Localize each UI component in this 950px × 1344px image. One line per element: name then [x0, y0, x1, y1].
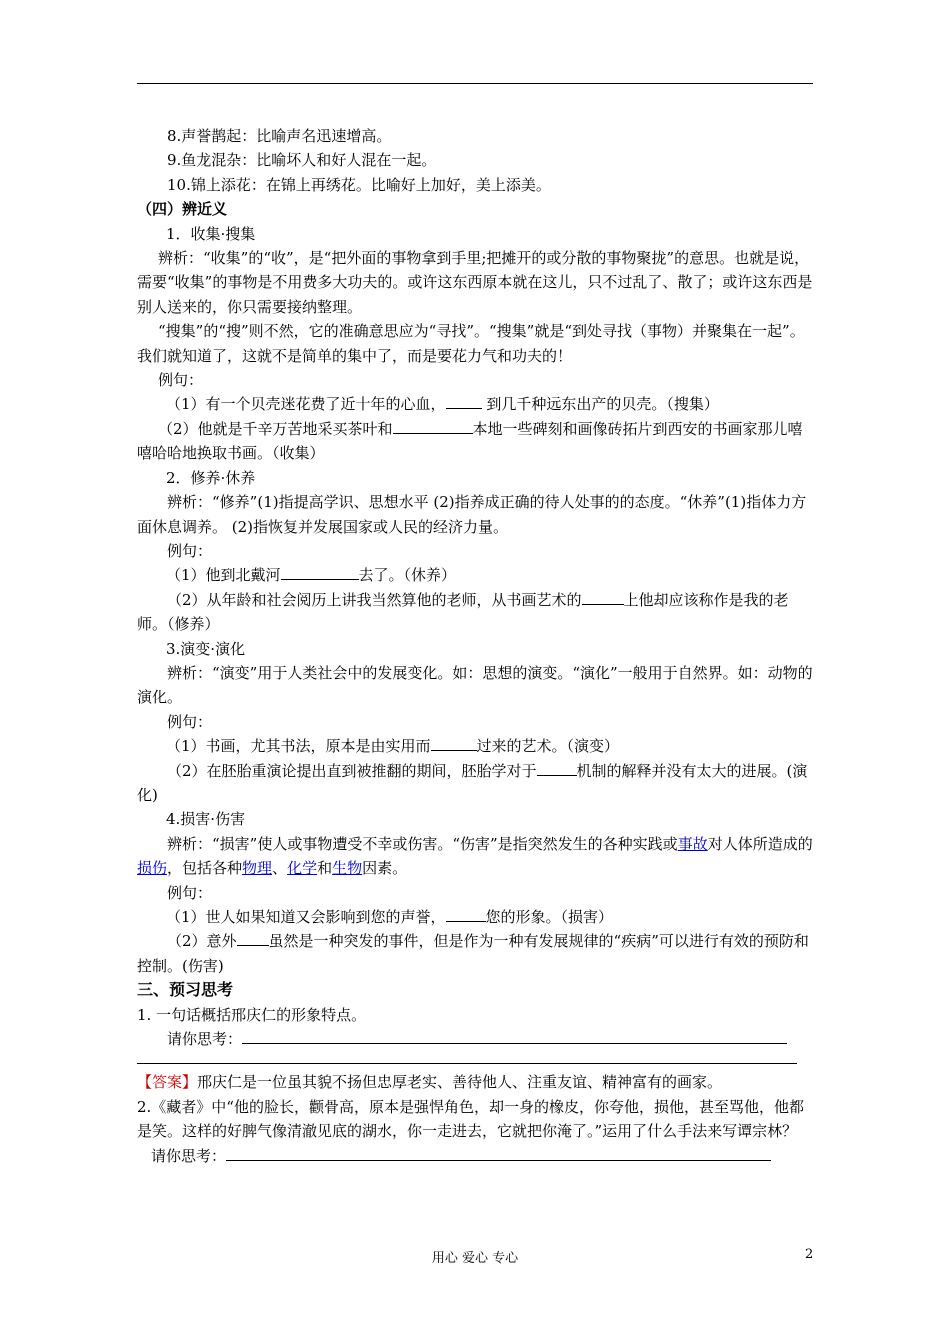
fill-blank	[431, 736, 477, 751]
fill-blank	[446, 394, 482, 409]
pair1-title: 1．收集·搜集	[166, 224, 256, 243]
fill-blank	[537, 761, 577, 776]
link-biology[interactable]: 生物	[332, 859, 363, 878]
pair3-example-1: （1）书画，尤其书法，原本是由实用而 过来的艺术。（演变）	[166, 737, 620, 756]
pair3-example-label: 例句：	[167, 712, 213, 731]
question-1-answer: 【答案】邢庆仁是一位虽其貌不扬但忠厚老实、善待他人、注重友谊、精神富有的画家。	[137, 1073, 723, 1092]
answer-line	[226, 1144, 771, 1161]
idiom-8: 8.声誉鹊起：比喻声名迅速增高。	[167, 127, 392, 145]
pair2-title: 2．修养·休养	[166, 468, 256, 487]
idiom-9: 9.鱼龙混杂：比喻坏人和好人混在一起。	[167, 151, 437, 170]
pair3-analysis: 辨析：“演变”用于人类社会中的发展变化。如：思想的演变。“演化”一般用于自然界。如：动物的演化。	[137, 663, 813, 707]
page-number: 2	[805, 1247, 814, 1262]
pair1-example-2: （2）他就是千辛万苦地采买茶叶和 本地一些碑刻和画像砖拓片到西安的书画家那儿嘻嘻哈哈地换取书画。（收集）	[137, 419, 803, 463]
pair3-title: 3.演变·演化	[166, 639, 246, 658]
pair4-analysis: 辨析：“损害”使人或事物遭受不幸或伤害。“伤害”是指突然发生的各种实践或事故对人体所造成的损伤，包括各种物理、化学和生物因素。	[137, 834, 813, 878]
pair1-analysis-a: 辨析：“收集”的“收”，是“把外面的事物拿到手里;把摊开的或分散的事物聚拢”的意思。也就是说，需要“收集”的事物是不用费多大功夫的。或许这东西原本就在这儿，只不过乱了、散了；或许这东西是别人送来的，你只需要接纳整理。	[137, 249, 813, 316]
question-1-think: 请你思考：	[137, 1027, 817, 1051]
fill-blank	[281, 565, 359, 580]
link-physics[interactable]: 物理	[242, 859, 273, 878]
footer-motto: 用心 爱心 专心	[431, 1251, 519, 1266]
pair3-example-2: （2）在胚胎重演论提出直到被推翻的期间，胚胎学对于 机制的解释并没有太大的进展。(演化)	[137, 761, 808, 804]
pair4-title: 4.损害·伤害	[166, 810, 246, 829]
idiom-10: 10.锦上添花：在锦上再绣花。比喻好上加好，美上添美。	[167, 175, 551, 194]
header-rule	[137, 83, 813, 84]
question-2: 2.《藏者》中“他的脸长，颧骨高，原本是强悍角色，却一身的橡皮，你夸他，损他，甚至骂他，他都是笑。这样的好脾气像清澈见底的湖水，你一走进去，它就把你淹了。”运用了什么手法来写谭宗林？	[137, 1097, 804, 1141]
pair4-example-2: （2）意外 虽然是一种突发的事件，但是作为一种有发展规律的“疾病”可以进行有效的预防和控制。(伤害)	[137, 932, 809, 975]
fill-blank	[582, 590, 624, 605]
pair1-analysis-b: “搜集”的“搜”则不然，它的准确意思应为“寻找”。“搜集”就是“到处寻找（事物）并聚集在一起”。我们就知道了，这就不是简单的集中了，而是要花力气和功夫的！	[137, 322, 805, 365]
document-body	[137, 124, 817, 1168]
pair2-analysis: 辨析：“修养”(1)指提高学识、思想水平 (2)指养成正确的待人处事的的态度。“休养”(1)指体力方面休息调养。 (2)指恢复并发展国家或人民的经济力量。	[137, 493, 807, 536]
answer-tag: 【答案】	[137, 1073, 198, 1092]
fill-blank	[446, 907, 486, 922]
answer-line-full	[137, 1051, 797, 1064]
question-2-think: 请你思考：	[137, 1144, 817, 1168]
section-title-synonyms: （四）辨近义	[137, 200, 228, 219]
pair2-example-2: （2）从年龄和社会阅历上讲我当然算他的老师，从书画艺术的 上他却应该称作是我的老师。（修养）	[137, 590, 789, 634]
pair1-example-1: （1）有一个贝壳迷花费了近十年的心血， 到几千种远东出产的贝壳。（搜集）	[166, 395, 719, 414]
pair1-example-label: 例句：	[158, 371, 204, 390]
fill-blank	[393, 419, 473, 434]
pair2-example-1: （1）他到北戴河 去了。（休养）	[166, 566, 457, 585]
question-1: 1. 一句话概括邢庆仁的形象特点。	[137, 1005, 367, 1024]
answer-line	[242, 1027, 787, 1044]
link-accident[interactable]: 事故	[677, 834, 708, 853]
pair4-example-label: 例句：	[167, 883, 213, 902]
fill-blank	[237, 931, 269, 946]
link-injury[interactable]: 损伤	[137, 859, 168, 878]
pair2-example-label: 例句：	[167, 541, 213, 560]
pair4-example-1: （1）世人如果知道又会影响到您的声誉， 您的形象。（损害）	[166, 908, 614, 926]
section-title-preview: 三、预习思考	[137, 980, 234, 1000]
link-chemistry[interactable]: 化学	[287, 859, 318, 878]
